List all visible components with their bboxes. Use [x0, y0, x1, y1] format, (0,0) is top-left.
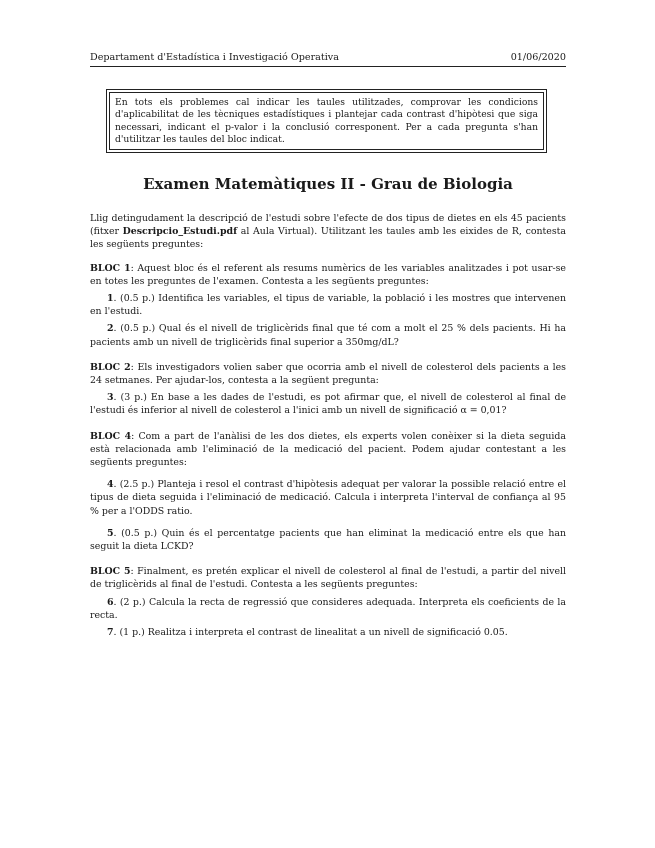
question-2-number: 2 — [107, 323, 114, 335]
question-3 — [90, 391, 566, 417]
intro-text-2: al Aula Virtual). Utilitzant les taules amb les eixides de R, contesta les següents preguntes: — [90, 226, 566, 251]
question-1 — [90, 292, 566, 318]
question-4 — [90, 478, 566, 518]
bloc-5 — [90, 565, 566, 591]
question-2-text: . (0.5 p.) Qual és el nivell de triglicèrids final que té com a molt el 25 % dels pacients. Hi ha pacients amb un nivell de triglicèrids final superior a 350mg/dL? — [90, 323, 566, 348]
question-3-number: 3 — [107, 392, 114, 404]
question-7-text: . (1 p.) Realitza i interpreta el contrast de linealitat a un nivell de significació 0.05. — [113, 627, 508, 639]
bloc-1 — [90, 262, 566, 288]
question-4-text: . (2.5 p.) Planteja i resol el contrast d'hipòtesis adequat per valorar la possible relació entre el tipus de dieta seguida i l'eliminació de medicació. Calcula i interpreta l'interval de confiança al 95 % per a l'ODDS ratio. — [90, 479, 566, 517]
bloc-5-text: : Finalment, es pretén explicar el nivell de colesterol al final de l'estudi, a partir del nivell de triglicèrids al final de l'estudi. Contesta a les següents preguntes: — [90, 566, 566, 591]
question-7 — [90, 626, 566, 639]
intro-paragraph — [90, 212, 566, 252]
bloc-2-text: : Els investigadors volien saber que ocorria amb el nivell de colesterol dels pacients a les 24 setmanes. Per ajudar-los, contesta a la següent pregunta: — [90, 361, 566, 387]
question-5 — [90, 527, 566, 553]
exam-date: 01/06/2020 — [510, 52, 566, 63]
question-7-number: 7 — [107, 627, 114, 639]
bloc-4 — [90, 430, 566, 470]
question-6-text: . (2 p.) Calcula la recta de regressió que consideres adequada. Interpreta els coeficients de la recta. — [90, 596, 566, 621]
bloc-2-label: BLOC 2 — [90, 361, 131, 373]
question-4-number: 4 — [107, 479, 114, 491]
bloc-1-label: BLOC 1 — [90, 262, 131, 274]
bloc-4-text: : Com a part de l'anàlisi de les dos dietes, els experts volen conèixer si la dieta seguida està relacionada amb l'eliminació de la medicació del pacient. Podem ajudar contestant a les següents preguntes: — [90, 430, 566, 469]
instructions-text: En tots els problemes cal indicar les taules utilitzades, comprovar les condicions d'aplicabilitat de les tècniques estadístiques i plantejar cada contrast d'hipòtesi que siga necessari, indicant el p-valor i la conclusió corresponent. Per a cada pregunta s'han d'utilitzar les taules del bloc indicat. — [109, 92, 544, 150]
bloc-4-label: BLOC 4 — [90, 430, 132, 442]
question-6 — [90, 596, 566, 622]
header-rule — [90, 66, 566, 67]
page-header — [90, 52, 566, 63]
intro-text-1: Llig detingudament la descripció de l'estudi sobre l'efecte de dos tipus de dietes en els 45 pacients (fitxer — [90, 213, 566, 238]
question-2 — [90, 322, 566, 348]
question-6-number: 6 — [107, 596, 114, 608]
instructions-box — [106, 89, 547, 153]
question-5-text: . (0.5 p.) Quin és el percentatge pacients que han eliminat la medicació entre els que han seguit la dieta LCKD? — [90, 527, 566, 553]
department-name: Departament d'Estadística i Investigació Operativa — [90, 52, 339, 63]
question-5-number: 5 — [107, 527, 114, 539]
question-1-text: . (0.5 p.) Identifica les variables, el tipus de variable, la població i les mostres que intervenen en l'estudi. — [90, 293, 566, 318]
question-3-text: . (3 p.) En base a les dades de l'estudi, es pot afirmar que, el nivell de colesterol al final de l'estudi és inferior al nivell de colesterol a l'inici amb un nivell de significació α = 0,01? — [90, 392, 566, 417]
intro-file-name: Descripcio_Estudi.pdf — [122, 226, 238, 238]
exam-content — [90, 212, 566, 639]
question-1-number: 1 — [107, 293, 114, 305]
bloc-1-text: : Aquest bloc és el referent als resums numèrics de les variables analitzades i pot usar-se en totes les preguntes de l'examen. Contesta a les següents preguntes: — [90, 262, 566, 287]
bloc-2 — [90, 361, 566, 387]
page-title: Examen Matemàtiques II - Grau de Biologia — [143, 175, 513, 193]
bloc-5-label: BLOC 5 — [90, 566, 131, 578]
